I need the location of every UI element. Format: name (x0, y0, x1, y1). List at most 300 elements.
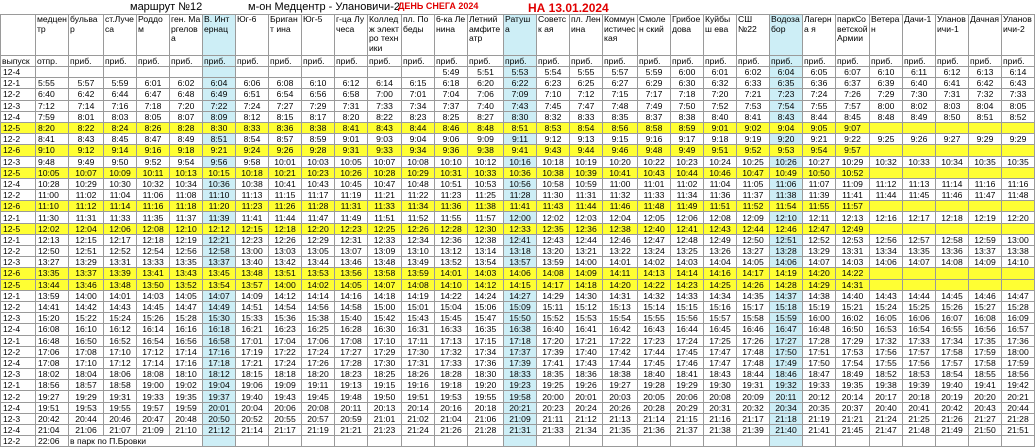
table-cell: 21:37 (671, 425, 704, 436)
table-cell: 20:28 (638, 402, 671, 413)
table-cell: 9:29 (1002, 134, 1035, 145)
table-cell: 17:43 (570, 357, 603, 368)
table-cell: 13:20 (537, 246, 570, 257)
table-cell (603, 436, 638, 447)
table-cell: 18:55 (969, 369, 1002, 380)
table-cell: 11:39 (203, 212, 236, 223)
table-cell: 17:51 (803, 346, 836, 357)
table-cell: 14:00 (69, 290, 104, 301)
table-cell: 9:34 (402, 145, 435, 156)
table-cell: 12-1 (1, 212, 36, 223)
table-cell: 17:32 (435, 346, 468, 357)
table-cell: 14:35 (737, 290, 770, 301)
table-cell: 9:21 (803, 134, 836, 145)
table-cell: 14:34 (704, 290, 737, 301)
table-cell: 10:59 (570, 178, 603, 189)
table-cell: 19:27 (603, 380, 638, 391)
table-cell: 17:08 (335, 335, 368, 346)
table-cell: 13:42 (269, 257, 302, 268)
table-cell: 14:09 (236, 290, 269, 301)
table-cell: 8:20 (36, 122, 69, 133)
subheader-cell: приб. (104, 56, 137, 67)
table-cell: 15:54 (603, 313, 638, 324)
table-cell: 11:41 (836, 190, 870, 201)
table-cell: 13:39 (104, 268, 137, 279)
table-cell: 12:46 (770, 223, 803, 234)
table-cell: 15:26 (936, 301, 969, 312)
table-cell: 20:12 (803, 391, 836, 402)
table-cell: 17:47 (704, 357, 737, 368)
table-cell: 8:30 (504, 111, 537, 122)
table-cell (368, 67, 402, 78)
table-cell: 10:30 (104, 178, 137, 189)
table-cell: 6:10 (870, 67, 903, 78)
table-cell: 11:06 (770, 178, 803, 189)
table-cell: 14:22 (435, 290, 468, 301)
table-cell: 11:18 (170, 201, 203, 212)
table-cell: 12:18 (936, 212, 969, 223)
table-cell: 8:12 (236, 111, 269, 122)
table-cell: 17:54 (836, 357, 870, 368)
table-cell: 21:41 (803, 425, 836, 436)
table-cell: 6:40 (36, 89, 69, 100)
table-cell: 17:42 (603, 346, 638, 357)
table-cell: 17:26 (302, 357, 335, 368)
table-cell (969, 268, 1002, 279)
table-cell: 7:14 (69, 100, 104, 111)
column-header: Юг-5 (302, 15, 335, 56)
table-cell: 11:04 (704, 178, 737, 189)
table-cell: 10:38 (537, 167, 570, 178)
table-cell: 20:34 (770, 402, 803, 413)
table-cell: 20:21 (1002, 391, 1035, 402)
table-cell: 17:36 (468, 357, 504, 368)
table-cell: 21:23 (368, 425, 402, 436)
table-cell: 7:21 (737, 89, 770, 100)
table-cell: 13:25 (671, 246, 704, 257)
table-cell: 14:06 (870, 257, 903, 268)
table-cell: 10:43 (302, 178, 335, 189)
table-cell: 12:04 (603, 212, 638, 223)
table-cell: 7:01 (402, 89, 435, 100)
table-cell: 8:38 (302, 122, 335, 133)
column-header: Уланов ичи-1 (936, 15, 969, 56)
table-cell: 13:37 (69, 268, 104, 279)
table-cell: 11:44 (570, 201, 603, 212)
table-cell: 7:26 (836, 89, 870, 100)
table-cell: 20:03 (603, 391, 638, 402)
table-cell: 11:34 (402, 201, 435, 212)
table-row (1, 279, 1035, 290)
table-cell: 11:04 (104, 190, 137, 201)
table-cell: 8:51 (504, 122, 537, 133)
table-cell: 15:55 (638, 313, 671, 324)
table-cell: 15:09 (504, 301, 537, 312)
table-cell: 17:22 (603, 335, 638, 346)
column-header (1, 15, 36, 56)
table-cell: 14:38 (803, 290, 836, 301)
table-cell: 16:56 (170, 335, 203, 346)
table-cell: 20:40 (870, 402, 903, 413)
table-cell: 15:20 (36, 313, 69, 324)
table-cell: 10:16 (504, 156, 537, 167)
table-cell (870, 167, 903, 178)
table-cell: 8:01 (69, 111, 104, 122)
table-cell: 10:43 (638, 167, 671, 178)
table-cell: 8:00 (870, 100, 903, 111)
table-cell: 8:15 (269, 111, 302, 122)
table-cell (236, 436, 269, 447)
table-cell: 14:09 (570, 268, 603, 279)
table-cell: 15:25 (903, 301, 936, 312)
table-cell: 9:31 (335, 145, 368, 156)
table-cell: 8:43 (368, 122, 402, 133)
table-cell: 9:49 (69, 156, 104, 167)
column-header: Коммун истическая (603, 15, 638, 56)
table-cell: 17:35 (969, 335, 1002, 346)
table-cell: 17:45 (638, 357, 671, 368)
table-cell: 12-5 (1, 167, 36, 178)
table-cell: 8:17 (302, 111, 335, 122)
table-cell: 9:51 (704, 145, 737, 156)
table-cell: 18:49 (836, 369, 870, 380)
table-cell: 18:06 (104, 369, 137, 380)
table-cell: 9:02 (737, 122, 770, 133)
table-cell: 21:19 (803, 413, 836, 424)
table-cell (903, 167, 936, 178)
table-cell: 17:01 (236, 335, 269, 346)
table-cell: 8:24 (104, 122, 137, 133)
column-header: Ратуша (504, 15, 537, 56)
table-cell: 13:14 (468, 246, 504, 257)
table-cell: 21:25 (903, 413, 936, 424)
table-cell: 12-3 (1, 369, 36, 380)
table-cell: 19:48 (335, 391, 368, 402)
subheader-cell: приб. (570, 56, 603, 67)
table-cell: 20:57 (302, 413, 335, 424)
table-row (1, 111, 1035, 122)
table-cell: 13:54 (203, 279, 236, 290)
table-cell: 16:30 (368, 324, 402, 335)
table-cell: 16:56 (969, 324, 1002, 335)
table-cell: 7:12 (36, 100, 69, 111)
table-cell: 14:08 (936, 257, 969, 268)
table-cell: 10:13 (170, 167, 203, 178)
table-cell (936, 279, 969, 290)
table-cell: 14:28 (770, 279, 803, 290)
table-cell: 9:52 (737, 145, 770, 156)
subheader-cell: приб. (1002, 56, 1035, 67)
table-cell: 11:47 (969, 190, 1002, 201)
table-cell: 18:23 (335, 369, 368, 380)
column-header: бульвар (69, 15, 104, 56)
column-header: Уланов ичи-2 (1002, 15, 1035, 56)
table-cell: 10:20 (603, 156, 638, 167)
table-cell: 9:56 (203, 156, 236, 167)
table-cell: 11:44 (269, 212, 302, 223)
table-cell: 11:16 (137, 201, 170, 212)
table-cell: 14:22 (638, 279, 671, 290)
table-cell: 20:29 (671, 402, 704, 413)
table-cell (903, 268, 936, 279)
table-cell: 21:48 (903, 425, 936, 436)
table-cell (570, 436, 603, 447)
table-cell: 16:09 (1002, 313, 1035, 324)
table-cell: 7:16 (104, 100, 137, 111)
table-cell: 14:12 (269, 290, 302, 301)
table-cell: 16:47 (770, 324, 803, 335)
table-cell: 15:58 (737, 313, 770, 324)
table-cell: 10:32 (137, 178, 170, 189)
table-cell: 15:00 (368, 301, 402, 312)
table-cell: 21:15 (671, 413, 704, 424)
table-cell: 6:51 (236, 89, 269, 100)
table-cell: 21:28 (1002, 413, 1035, 424)
table-cell (468, 436, 504, 447)
table-cell: 7:52 (704, 100, 737, 111)
table-cell: 16:52 (104, 335, 137, 346)
table-cell: 13:00 (236, 246, 269, 257)
table-cell: 8:43 (770, 111, 803, 122)
table-cell: 17:12 (137, 346, 170, 357)
table-cell: 14:22 (836, 268, 870, 279)
column-header: г-ца Лучеса (335, 15, 368, 56)
table-cell: 20:18 (468, 402, 504, 413)
table-cell: 8:23 (402, 111, 435, 122)
column-header: Смолен ский (638, 15, 671, 56)
table-cell (671, 436, 704, 447)
table-cell: 21:16 (704, 413, 737, 424)
table-cell (870, 122, 903, 133)
table-cell: 22:06 (36, 436, 69, 447)
table-cell (770, 436, 803, 447)
table-cell: 13:51 (269, 268, 302, 279)
table-cell: 6:58 (335, 89, 368, 100)
title-row (0, 0, 1024, 14)
table-cell: 17:24 (269, 357, 302, 368)
table-cell: 11:02 (69, 190, 104, 201)
table-cell: 7:24 (236, 100, 269, 111)
table-cell: 12-4 (1, 178, 36, 189)
subheader-cell: приб. (803, 56, 836, 67)
table-cell: 18:35 (537, 369, 570, 380)
table-cell: 11:34 (671, 190, 704, 201)
table-cell (170, 67, 203, 78)
table-cell: 18:52 (870, 369, 903, 380)
column-header: пл. Победы (402, 15, 435, 56)
table-cell: 5:55 (570, 67, 603, 78)
table-cell: 9:01 (335, 134, 368, 145)
table-cell: 18:40 (638, 369, 671, 380)
table-cell (368, 436, 402, 447)
table-cell: 10:35 (1002, 156, 1035, 167)
table-cell: 11:43 (537, 201, 570, 212)
table-cell: 19:57 (137, 402, 170, 413)
table-cell: 13:57 (504, 257, 537, 268)
table-cell: 10:28 (368, 167, 402, 178)
table-cell: 9:26 (903, 134, 936, 145)
table-cell: 14:46 (969, 290, 1002, 301)
table-cell: 12:49 (836, 223, 870, 234)
table-cell: 21:40 (770, 425, 803, 436)
table-cell (936, 436, 969, 447)
column-header: Грибое дова (671, 15, 704, 56)
table-cell: 12:31 (335, 234, 368, 245)
table-cell: 17:41 (537, 357, 570, 368)
table-cell: 7:50 (671, 100, 704, 111)
table-cell (1002, 167, 1035, 178)
table-cell: 6:14 (1002, 67, 1035, 78)
table-cell: 19:16 (402, 380, 435, 391)
table-cell: 14:20 (603, 279, 638, 290)
table-cell (870, 279, 903, 290)
table-cell: 12:36 (570, 223, 603, 234)
table-cell: 17:56 (903, 357, 936, 368)
table-cell: 15:01 (402, 301, 435, 312)
table-row (1, 89, 1035, 100)
table-cell: 15:36 (269, 313, 302, 324)
table-cell: 7:57 (836, 100, 870, 111)
table-cell: 21:18 (770, 413, 803, 424)
table-cell: 15:24 (870, 301, 903, 312)
table-cell: 12:06 (104, 223, 137, 234)
table-cell: 10:33 (468, 167, 504, 178)
subheader-cell: приб. (603, 56, 638, 67)
table-cell: 12:19 (969, 212, 1002, 223)
table-cell: 12:10 (170, 223, 203, 234)
table-cell: 19:15 (368, 380, 402, 391)
table-cell: 20:18 (903, 391, 936, 402)
table-cell: 20:06 (671, 391, 704, 402)
table-cell (903, 201, 936, 212)
table-cell: 20:26 (603, 402, 638, 413)
table-cell: 17:32 (870, 335, 903, 346)
table-cell: 8:48 (870, 111, 903, 122)
table-cell: 8:49 (170, 134, 203, 145)
table-cell: 12:40 (638, 223, 671, 234)
table-cell: 9:05 (803, 122, 836, 133)
route-title: маршрут №12 (130, 1, 203, 13)
table-cell: 7:00 (368, 89, 402, 100)
table-cell: 6:30 (671, 78, 704, 89)
table-cell: 20:50 (203, 413, 236, 424)
table-cell: 20:11 (335, 402, 368, 413)
table-cell: 12-4 (1, 402, 36, 413)
table-cell: 14:14 (671, 268, 704, 279)
table-cell: 11:15 (269, 190, 302, 201)
depot-note: в парк по П.Бровки (69, 436, 203, 447)
table-cell: 10:35 (969, 156, 1002, 167)
table-cell: 21:24 (402, 425, 435, 436)
table-cell: 11:02 (671, 178, 704, 189)
table-cell: 13:29 (69, 257, 104, 268)
table-cell: 14:56 (302, 301, 335, 312)
table-cell: 6:02 (170, 78, 203, 89)
table-cell: 19:39 (903, 380, 936, 391)
table-cell: 21:11 (537, 413, 570, 424)
table-cell: 6:23 (537, 78, 570, 89)
table-cell: 11:57 (468, 212, 504, 223)
table-cell: 17:50 (770, 346, 803, 357)
table-cell: 14:00 (570, 257, 603, 268)
table-cell: 15:28 (170, 313, 203, 324)
table-cell: 17:57 (903, 346, 936, 357)
table-cell: 11:09 (836, 178, 870, 189)
table-cell: 12:03 (570, 212, 603, 223)
table-cell: 5:59 (638, 67, 671, 78)
table-cell: 17:39 (504, 357, 537, 368)
table-cell: 8:41 (737, 111, 770, 122)
table-cell: 10:28 (36, 178, 69, 189)
table-cell: 10:53 (468, 178, 504, 189)
table-cell: 13:27 (737, 246, 770, 257)
table-cell (936, 223, 969, 234)
table-cell: 8:53 (537, 122, 570, 133)
table-cell: 17:24 (671, 335, 704, 346)
table-cell: 8:36 (269, 122, 302, 133)
table-cell: 14:43 (104, 301, 137, 312)
table-row (1, 167, 1035, 178)
table-cell: 6:14 (368, 78, 402, 89)
table-cell: 11:07 (803, 178, 836, 189)
table-cell: 12-4 (1, 111, 36, 122)
table-cell: 12:44 (570, 234, 603, 245)
table-cell: 9:48 (638, 145, 671, 156)
table-cell: 9:54 (170, 156, 203, 167)
table-cell: 8:44 (402, 122, 435, 133)
table-cell: 14:27 (504, 290, 537, 301)
table-cell: 14:01 (603, 257, 638, 268)
table-cell: 15:15 (671, 301, 704, 312)
table-cell: 17:29 (368, 346, 402, 357)
table-cell: 18:43 (704, 369, 737, 380)
table-cell: 20:09 (737, 391, 770, 402)
table-cell: 12:29 (302, 234, 335, 245)
table-cell: 12-3 (1, 156, 36, 167)
table-cell: 13:44 (36, 279, 69, 290)
table-cell: 8:30 (203, 122, 236, 133)
table-cell: 21:06 (69, 425, 104, 436)
table-cell: 21:33 (537, 425, 570, 436)
table-cell: 10:32 (870, 156, 903, 167)
table-cell: 11:08 (170, 190, 203, 201)
table-cell: 20:21 (504, 402, 537, 413)
subheader-cell: приб. (435, 56, 468, 67)
table-cell: 17:08 (69, 346, 104, 357)
table-cell: 20:55 (269, 413, 302, 424)
table-cell: 13:40 (236, 257, 269, 268)
table-cell: 12:30 (468, 223, 504, 234)
table-cell: 11:01 (638, 178, 671, 189)
table-cell: 10:29 (402, 167, 435, 178)
table-cell: 8:51 (969, 111, 1002, 122)
table-cell (638, 436, 671, 447)
table-cell: 14:24 (468, 290, 504, 301)
table-cell: 15:57 (704, 313, 737, 324)
table-cell: 18:20 (302, 369, 335, 380)
table-cell: 5:59 (104, 78, 137, 89)
table-cell: 16:44 (671, 324, 704, 335)
table-cell: 17:29 (836, 335, 870, 346)
subheader-cell: приб. (638, 56, 671, 67)
table-cell: 10:23 (302, 167, 335, 178)
table-cell: 16:23 (269, 324, 302, 335)
table-cell: 10:05 (36, 167, 69, 178)
table-cell: 12:04 (69, 223, 104, 234)
table-cell: 18:46 (770, 369, 803, 380)
table-cell (803, 436, 836, 447)
subheader-cell: приб. (704, 56, 737, 67)
